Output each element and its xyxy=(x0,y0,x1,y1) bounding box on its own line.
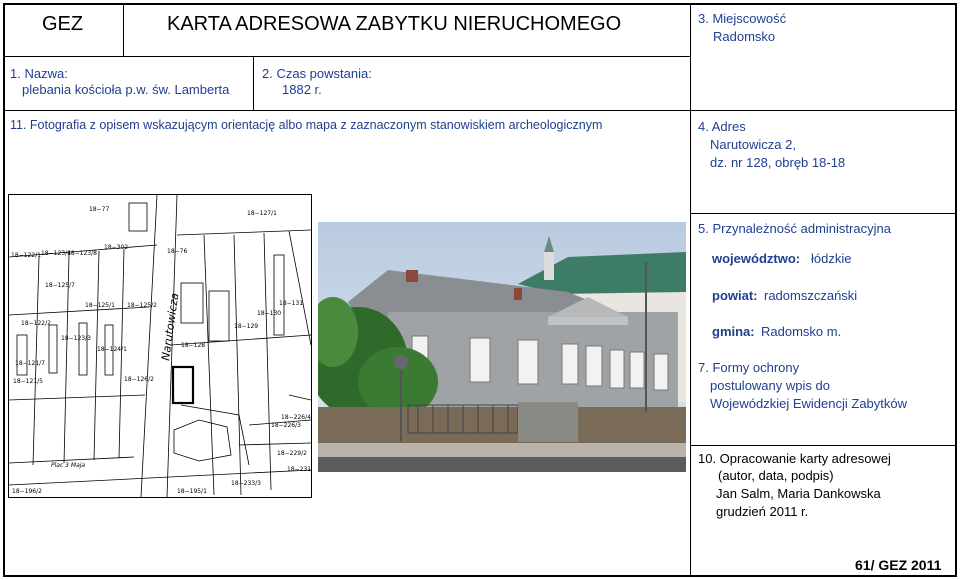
svg-text:18−126/2: 18−126/2 xyxy=(124,376,154,383)
svg-text:18−233/3: 18−233/3 xyxy=(231,480,261,487)
border-right xyxy=(955,3,957,577)
svg-text:18−196/2: 18−196/2 xyxy=(12,488,42,495)
cadastral-map xyxy=(8,194,312,498)
svg-text:18−127/1: 18−127/1 xyxy=(247,210,277,217)
street-name-label: Narutowicza xyxy=(159,292,182,362)
svg-text:18−122/1: 18−122/1 xyxy=(11,252,41,259)
svg-text:18−229/2: 18−229/2 xyxy=(277,450,307,457)
divider-right-10 xyxy=(690,445,956,446)
divider-row1-col xyxy=(253,56,254,110)
municipality-value: Radomsko m. xyxy=(761,324,842,339)
svg-text:18−231: 18−231 xyxy=(287,466,311,473)
svg-text:18−125/2: 18−125/2 xyxy=(127,302,157,309)
svg-text:18−122/2: 18−122/2 xyxy=(21,320,51,327)
field4-line1: Narutowicza 2, xyxy=(710,137,796,152)
municipality-label: gmina: xyxy=(712,324,755,339)
svg-text:18−302: 18−302 xyxy=(104,244,129,251)
border-left xyxy=(3,3,5,577)
field10-sub: (autor, data, podpis) xyxy=(718,468,834,483)
svg-text:18−226/3: 18−226/3 xyxy=(271,422,301,429)
building-photo xyxy=(318,222,686,472)
field1-value: plebania kościoła p.w. św. Lamberta xyxy=(22,82,230,97)
field4-line2: dz. nr 128, obręb 18-18 xyxy=(710,155,846,170)
svg-text:18−226/4: 18−226/4 xyxy=(281,414,311,421)
field7-line1: postulowany wpis do xyxy=(710,378,830,393)
svg-text:18−123/3: 18−123/3 xyxy=(61,335,91,342)
border-top xyxy=(3,3,957,5)
divider-row1-bottom xyxy=(3,110,957,111)
field11-label: 11. Fotografia z opisem wskazującym orientację albo mapa z zaznaczonym stanowiskiem archeologicznym xyxy=(10,118,603,132)
svg-text:18−130: 18−130 xyxy=(257,310,282,317)
field1-label: 1. Nazwa: xyxy=(10,66,68,81)
border-bottom xyxy=(3,575,957,577)
field3-label: 3. Miejscowość xyxy=(698,11,787,26)
card-title: KARTA ADRESOWA ZABYTKU NIERUCHOMEGO xyxy=(167,13,622,35)
svg-text:18−125/1: 18−125/1 xyxy=(85,302,115,309)
field10-date: grudzień 2011 r. xyxy=(716,504,809,519)
svg-text:18−129: 18−129 xyxy=(234,323,259,330)
field10-authors: Jan Salm, Maria Dankowska xyxy=(716,486,881,501)
svg-text:18−121/5: 18−121/5 xyxy=(13,378,43,385)
field5-label: 5. Przynależność administracyjna xyxy=(698,221,891,236)
county-label: powiat: xyxy=(712,288,758,303)
field4-label: 4. Adres xyxy=(698,119,746,134)
field2-label: 2. Czas powstania: xyxy=(262,66,372,81)
divider-right-column xyxy=(690,3,691,577)
svg-text:18−123/4: 18−123/4 xyxy=(41,250,71,257)
svg-text:18−123/8: 18−123/8 xyxy=(67,250,97,257)
svg-text:18−131: 18−131 xyxy=(279,300,304,307)
divider-header-bottom xyxy=(3,56,691,57)
voivodeship-value: łódzkie xyxy=(811,251,852,266)
svg-text:18−128: 18−128 xyxy=(181,342,206,349)
card-number: 61/ GEZ 2011 xyxy=(855,557,942,573)
voivodeship-label: województwo: xyxy=(712,251,801,266)
svg-text:18−195/1: 18−195/1 xyxy=(177,488,207,495)
field7-label: 7. Formy ochrony xyxy=(698,360,800,375)
card-code: GEZ xyxy=(42,13,84,35)
field3-value: Radomsko xyxy=(713,29,776,44)
map-drawing xyxy=(9,195,311,497)
svg-text:18−124/1: 18−124/1 xyxy=(97,346,127,353)
svg-text:18−121/7: 18−121/7 xyxy=(15,360,45,367)
svg-text:Plac 3 Maja: Plac 3 Maja xyxy=(51,462,86,469)
photo-drawing xyxy=(318,222,686,472)
svg-text:18−76: 18−76 xyxy=(167,248,188,255)
svg-text:18−125/7: 18−125/7 xyxy=(45,282,75,289)
svg-text:18−77: 18−77 xyxy=(89,206,110,213)
field10-label: 10. Opracowanie karty adresowej xyxy=(698,451,891,466)
county-value: radomszczański xyxy=(764,288,858,303)
field2-value: 1882 r. xyxy=(282,82,322,97)
divider-header-code xyxy=(123,3,124,56)
field7-line2: Wojewódzkiej Ewidencji Zabytków xyxy=(710,396,908,411)
divider-right-5 xyxy=(690,213,956,214)
